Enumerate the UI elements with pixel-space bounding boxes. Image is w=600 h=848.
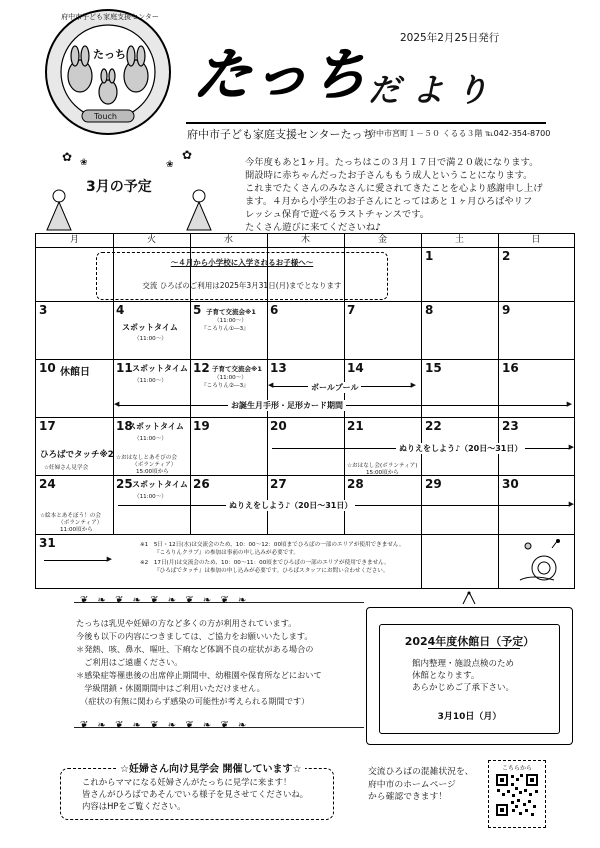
day-3: 3	[39, 303, 48, 317]
holiday-board-body	[412, 658, 514, 694]
day-16: 16	[502, 361, 519, 375]
board-hanger-icon	[462, 590, 476, 604]
congestion-line: から確認できます！	[368, 792, 448, 802]
weekday-sun: 日	[531, 235, 541, 245]
day-27: 27	[270, 477, 287, 491]
march-heading: 3月の予定	[86, 179, 152, 195]
day-12: 12	[193, 361, 210, 375]
weekday-mon: 月	[69, 235, 79, 245]
qr-label: こちらから	[501, 765, 532, 772]
kosodate-hours: （11:00～）	[214, 318, 247, 324]
note-2b: 『ひろばでタッチ』は参加の申し込みが必要です。ひろばスタッフにお問い合わせください。	[154, 568, 389, 574]
board-line: 館内整理・施設点検のため	[412, 659, 515, 669]
congestion-note	[368, 766, 474, 804]
day-13: 13	[270, 361, 287, 375]
notice-line: （症状の有無に関わらず感染の可能性が考えられる期間です）	[76, 696, 310, 706]
notice-title: ～４月から小学校に入学されるお子様へ～	[170, 258, 314, 267]
spot-time-event: スポットタイム	[132, 364, 188, 373]
kororin-1: 『ころりん①―3』	[201, 326, 249, 332]
hiroba-touch-event: ひろばでタッチ※2	[40, 450, 114, 460]
day-28: 28	[347, 477, 364, 491]
notice-body: 交流 ひろばのご利用は2025年3月31日(月)までとなります	[142, 281, 342, 290]
weekday-thu: 木	[300, 235, 310, 245]
flower-icon: ❀	[80, 158, 88, 168]
note-1: ※1 5日・12日(水)は交流会のため、10：00～12：00頃までひろばの一部のエリアが使用できません。	[140, 542, 405, 548]
day-26: 26	[193, 477, 210, 491]
intro-line: レッシュ保育で遊べるラストチャンスです。	[245, 209, 430, 220]
nurie-event: ぬりえをしよう♪（20日～31日）	[396, 443, 525, 454]
day-21: 21	[347, 419, 364, 433]
holiday-date: 3月10日（月）	[437, 712, 502, 722]
spot-time-hours: （11:00～）	[134, 378, 167, 384]
notice-line: ＊感染症等罹患後の出席停止期間中、幼稚園や保育所などにおいて	[76, 670, 322, 680]
congestion-line: 交流ひろばの混雑状況を、	[368, 767, 474, 777]
intro-line: たくさん遊びに来てくださいね♪	[245, 222, 382, 233]
day-6: 6	[270, 303, 279, 317]
day-19: 19	[193, 419, 210, 433]
pregnant-line: これからママになる妊婦さんがたっちに見学に来ます！	[82, 777, 292, 787]
hiroba-touch-sub: ☆妊婦さん見学会	[44, 465, 89, 471]
kosodate-event: 子育て交流会※1	[212, 365, 262, 373]
spot-time-event: スポットタイム	[122, 323, 178, 332]
ohanashi2-event: ☆おはなし会(ボランティア)	[347, 463, 418, 469]
spot-time-hours: （11:00～）	[134, 494, 167, 500]
day-7: 7	[347, 303, 356, 317]
holiday-board	[366, 607, 573, 745]
kosodate-event: 子育て交流会※1	[206, 308, 256, 316]
note-1b: 『ころりんクラブ』の参加は事前の申し込みが必要です。	[154, 550, 299, 556]
snail-illustration-icon	[514, 538, 568, 584]
logo-name: たっち	[93, 48, 126, 61]
notice-line: ご利用はご遠慮ください。	[76, 657, 183, 667]
march-calendar	[35, 233, 575, 589]
school-entry-notice	[96, 252, 388, 300]
hina-doll-icon	[184, 186, 214, 232]
birthday-event: お誕生月手形・足形カード期間	[228, 400, 346, 411]
intro-line: これまでたくさんのみなさんに愛されてきたことを心より感謝申し上げ	[245, 183, 543, 194]
ball-pool-event: ボールプール	[308, 382, 361, 393]
health-notice	[76, 617, 376, 708]
board-line: 休館となります。	[412, 671, 480, 681]
ehon-time: 11:00頃から	[60, 527, 93, 533]
notice-line: たっちは乳児や妊婦の方など多くの方が利用されています。	[76, 618, 297, 628]
pregnant-visit-title: ☆妊婦さん向け見学会 開催しています☆	[116, 760, 305, 775]
ohanashi-sub: （ボランティア）	[132, 462, 177, 468]
day-2: 2	[502, 249, 511, 263]
board-line: あらかじめご了承下さい。	[412, 683, 515, 693]
day-25: 25	[116, 477, 133, 491]
day-10: 10	[39, 361, 56, 375]
day-8: 8	[425, 303, 434, 317]
day-14: 14	[347, 361, 364, 375]
spot-time-hours: （11:00～）	[134, 436, 167, 442]
congestion-line: 府中市のホームページ	[368, 779, 456, 790]
spot-time-event: スポットタイム	[132, 480, 188, 489]
day-31: 31	[39, 536, 56, 550]
intro-line: ます。４月から小学生のお子さんにとってはあと１ヶ月ひろばやリフ	[245, 196, 533, 207]
day-17: 17	[39, 419, 56, 433]
address: 府中市宮町１－５０ くるる３階 ℡042-354-8700	[368, 129, 551, 138]
kororin-2: 『ころりん②―3』	[201, 383, 249, 389]
weekday-sat: 土	[454, 235, 464, 245]
issue-date: 2025年2月25日発行	[400, 32, 500, 44]
weekday-tue: 火	[146, 235, 156, 245]
day-31-arrow	[44, 560, 108, 561]
intro-message	[245, 156, 575, 234]
day-1: 1	[425, 249, 434, 263]
organization-name: 府中市子ども家庭支援センターたっち	[187, 128, 374, 141]
day-29: 29	[425, 477, 442, 491]
day-24: 24	[39, 477, 56, 491]
intro-line: 開設時に赤ちゃんだったお子さんももう成人ということになります。	[245, 170, 533, 181]
notice-line: 今後も以下の内容につきましては、ご協力をお願いいたします。	[76, 631, 313, 641]
logo-sub: Touch	[94, 112, 117, 121]
pregnant-visit-body	[82, 776, 308, 812]
notice-line: ＊発熱、咳、鼻水、嘔吐、下痢など体調不良の症状がある場合の	[76, 644, 314, 654]
ohanashi-time: 15:00頃から	[136, 469, 169, 475]
day-5: 5	[193, 303, 202, 317]
holiday-board-title: 2024年度休館日（予定）	[404, 635, 535, 648]
day-22: 22	[425, 419, 442, 433]
closed-label: 休館日	[60, 367, 90, 378]
ohanashi-event: ☆おはなしとあそびの会	[116, 455, 177, 461]
spot-time-hours: （11:00～）	[134, 336, 167, 342]
flower-icon: ✿	[182, 148, 193, 162]
day-15: 15	[425, 361, 442, 375]
leaf-icon: ❦ ❧ ❦ ❧ ❦ ❧ ❦ ❧ ❦ ❧	[80, 595, 250, 606]
weekday-wed: 水	[223, 235, 233, 245]
weekday-fri: 金	[377, 235, 387, 245]
spot-time-event: スポットタイム	[128, 422, 184, 431]
day-23: 23	[502, 419, 519, 433]
newsletter-title: たっち	[190, 43, 374, 108]
day-9: 9	[502, 303, 511, 317]
day-18: 18	[116, 419, 133, 433]
title-underline	[186, 122, 546, 124]
hina-doll-icon	[44, 186, 74, 232]
ehon-event: ☆絵本とあそぼう！の会	[40, 513, 101, 519]
pregnant-line: 内容はHPをご覧ください。	[82, 801, 186, 811]
qr-code-icon	[495, 773, 539, 817]
note-2: ※2 17日(月)は交流会のため、10：00～11：00頃までひろばの一部のエリアが使用できません。	[140, 560, 390, 566]
day-30: 30	[502, 477, 519, 491]
qr-code-box[interactable]	[488, 760, 546, 828]
intro-line: 今年度もあと1ヶ月。たっちはこの３月１７日で満２０歳になります。	[245, 157, 539, 168]
day-20: 20	[270, 419, 287, 433]
kosodate-hours: （11:00～）	[214, 375, 247, 381]
logo-arc-text: 府中市子ども家庭支援センター	[61, 13, 159, 21]
newsletter-subtitle: だより	[368, 71, 501, 109]
flower-icon: ✿	[62, 150, 73, 164]
notice-line: 学級閉鎖・休園期間中はご利用いただけません。	[76, 683, 265, 693]
nurie-event: ぬりえをしよう♪（20日～31日）	[226, 500, 355, 511]
leaf-icon: ❦ ❧ ❦ ❧ ❦ ❧ ❦ ❧ ❦ ❧	[80, 720, 250, 731]
day-11: 11	[116, 361, 133, 375]
ohanashi2-time: 15:00頃から	[366, 470, 399, 476]
pregnant-line: 皆さんがひろばであそんでいる様子を見させてくださいね。	[82, 789, 309, 799]
flower-icon: ❀	[166, 160, 174, 170]
day-4: 4	[116, 303, 125, 317]
ehon-sub: （ボランティア）	[58, 520, 103, 526]
